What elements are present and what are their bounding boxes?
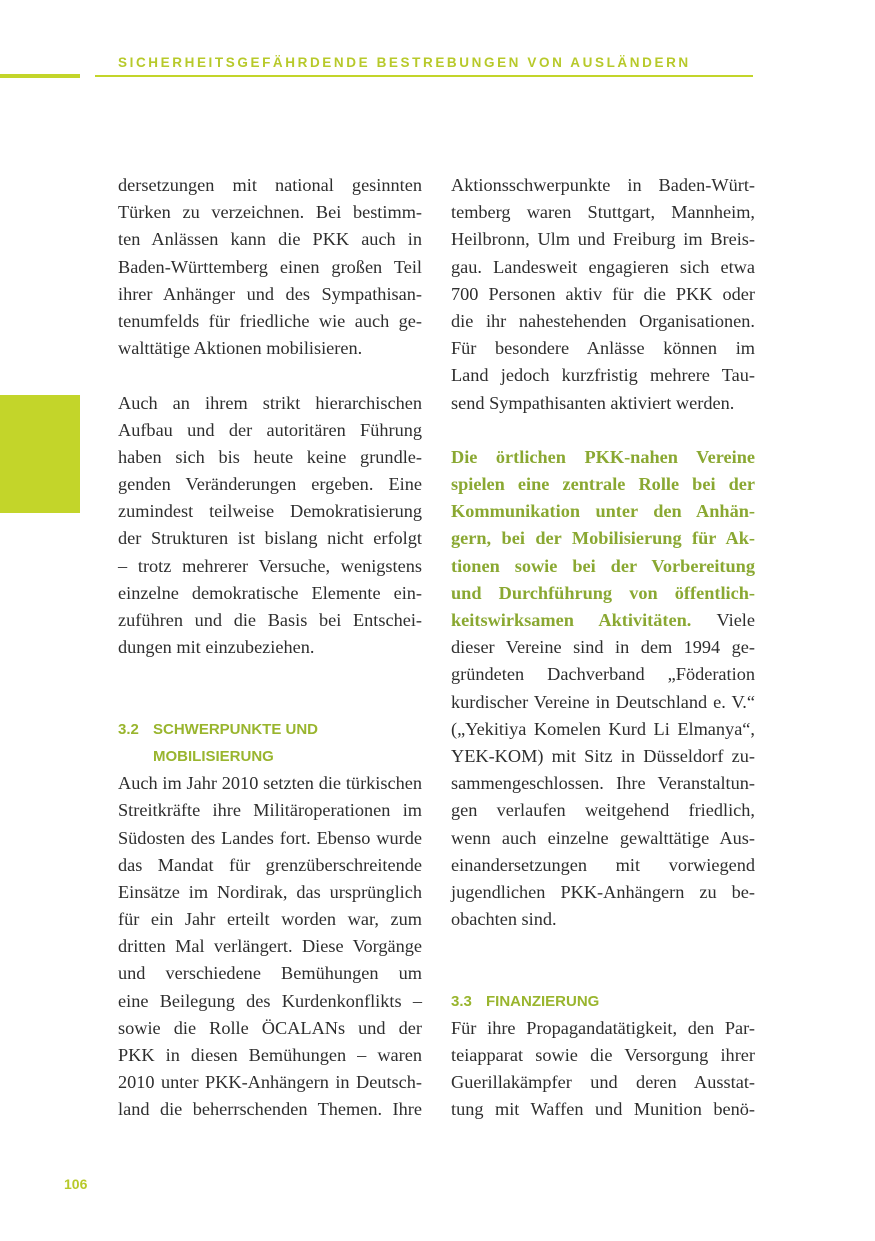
text-line: sammengeschlossen. Ihre Veranstaltun- xyxy=(451,773,755,794)
text-line: – trotz mehrerer Versuche, wenigstens xyxy=(118,555,422,576)
text-line: walttätige Aktionen mobilisieren. xyxy=(118,338,363,359)
text-line: haben sich bis heute keine grundle- xyxy=(118,446,422,467)
page-number: 106 xyxy=(64,1176,88,1192)
paragraph xyxy=(451,634,755,933)
header-accent-bar xyxy=(0,74,80,78)
text-line: 700 Personen aktiv für die PKK oder xyxy=(451,283,755,304)
text-line: dersetzungen mit national gesinnten xyxy=(118,175,422,195)
text-line: kurdischer Vereine in Deutschland e. V.“ xyxy=(451,691,755,712)
section-title: SCHWERPUNKTE UND xyxy=(153,720,318,738)
paragraph xyxy=(451,1015,755,1124)
paragraph xyxy=(118,390,422,662)
text-line: ihrer Anhänger und des Sympathisan- xyxy=(118,283,422,304)
paragraph xyxy=(118,172,422,362)
text-line: YEK-KOM) mit Sitz in Düsseldorf zu- xyxy=(451,745,755,766)
section-heading-3-3 xyxy=(451,988,755,1015)
text-line: Land jedoch kurzfristig mehrere Tau- xyxy=(451,365,755,386)
text-line: obachten sind. xyxy=(451,909,557,930)
text-line: Für besondere Anlässe können im xyxy=(451,338,755,359)
text-line: genden Veränderungen ergeben. Eine xyxy=(118,474,422,495)
text-line: Einsätze im Nordirak, das ursprünglich xyxy=(118,881,422,902)
text-line: Aufbau und der autoritären Führung xyxy=(118,419,422,440)
text-line: gau. Landesweit engagieren sich etwa xyxy=(451,256,755,277)
section-title: FINANZIERUNG xyxy=(486,992,600,1010)
text-line: ten Anlässen kann die PKK auch in xyxy=(118,229,422,250)
paragraph xyxy=(451,172,755,417)
text-line: send Sympathisanten aktiviert werden. xyxy=(451,392,735,413)
text-line: der Strukturen ist bislang nicht erfolgt xyxy=(118,528,422,549)
text-line: einandersetzungen mit vorwiegend xyxy=(451,854,755,875)
text-line: temberg waren Stuttgart, Mannheim, xyxy=(451,202,755,223)
text-line: Auch an ihrem strikt hierarchischen xyxy=(118,392,422,413)
text-line: Kommunikation unter den Anhän- xyxy=(451,501,755,522)
text-line: Aktionsschwerpunkte in Baden-Würt- xyxy=(451,175,755,195)
section-number: 3.3 xyxy=(451,992,472,1010)
text-line: Baden-Württemberg einen großen Teil xyxy=(118,256,422,277)
text-line: tionen sowie bei der Vorbereitung xyxy=(451,555,755,576)
text-line: das Mandat für grenzüberschreitende xyxy=(118,854,422,875)
text-line: eine Beilegung des Kurdenkonflikts – xyxy=(118,990,422,1011)
highlight-paragraph xyxy=(451,444,755,634)
text-line: gen verlaufen weitgehend friedlich, xyxy=(451,800,755,821)
text-line: gründeten Dachverband „Föderation xyxy=(451,664,755,685)
text-line: und verschiedene Bemühungen um xyxy=(118,963,422,984)
text-line: Südosten des Landes fort. Ebenso wurde xyxy=(118,827,422,848)
side-marker-block xyxy=(0,395,80,513)
text-line: 2010 unter PKK-Anhängern in Deutsch- xyxy=(118,1072,422,1093)
text-line: Guerillakämpfer und deren Ausstat- xyxy=(451,1072,755,1093)
text-line: Auch im Jahr 2010 setzten die türkischen xyxy=(118,773,422,794)
text-line: Die örtlichen PKK-nahen Vereine xyxy=(451,446,755,467)
text-line: Für ihre Propagandatätigkeit, den Par- xyxy=(451,1017,755,1038)
section-heading-3-2 xyxy=(118,716,422,743)
text-line: land die beherrschenden Themen. Ihre xyxy=(118,1099,422,1120)
text-line: dungen mit einzubeziehen. xyxy=(118,637,315,658)
text-line: tenumfelds für friedliche wie auch ge- xyxy=(118,310,422,331)
text-line: zumindest teilweise Demokratisierung xyxy=(118,501,422,522)
text-line: einzelne demokratische Elemente ein- xyxy=(118,582,422,603)
text-line: Türken zu verzeichnen. Bei bestimm- xyxy=(118,202,422,223)
right-column xyxy=(451,172,755,1124)
text-line: keitswirksamen Aktivitäten. Viele xyxy=(451,610,756,630)
text-line: und Durchführung von öffentlich- xyxy=(451,582,755,603)
text-line: tung mit Waffen und Munition benö- xyxy=(451,1099,755,1120)
text-line: spielen eine zentrale Rolle bei der xyxy=(451,474,755,495)
text-line: zuführen und die Basis bei Entschei- xyxy=(118,610,422,630)
text-line: die ihr nahestehenden Organisationen. xyxy=(451,310,755,331)
text-line: jugendlichen PKK-Anhängern zu be- xyxy=(451,881,755,902)
text-line: gern, bei der Mobilisierung für Ak- xyxy=(451,528,755,549)
section-heading-3-2-line2 xyxy=(118,743,422,770)
text-line: wenn auch einzelne gewalttätige Aus- xyxy=(451,827,755,848)
text-line: Streitkräfte ihre Militäroperationen im xyxy=(118,800,422,821)
running-header: SICHERHEITSGEFÄHRDENDE BESTREBUNGEN VON AUSLÄNDERN xyxy=(118,55,691,70)
text-line: teiapparat sowie die Versorgung ihrer xyxy=(451,1045,755,1066)
left-column xyxy=(118,172,422,1124)
text-line: für ein Jahr erteilt worden war, zum xyxy=(118,909,422,930)
text-line: PKK in diesen Bemühungen – waren xyxy=(118,1045,422,1066)
text-line: dritten Mal verlängert. Diese Vorgänge xyxy=(118,936,422,957)
highlight-text xyxy=(451,444,755,607)
header-rule xyxy=(95,75,753,77)
text-line: Heilbronn, Ulm und Freiburg im Breis- xyxy=(451,229,755,250)
text-line: sowie die Rolle ÖCALANs und der xyxy=(118,1017,422,1038)
paragraph xyxy=(118,770,422,1123)
text-line: („Yekitiya Komelen Kurd Li Elmanya“, xyxy=(451,718,755,739)
text-line: dieser Vereine sind in dem 1994 ge- xyxy=(451,637,755,658)
section-title: MOBILISIERUNG xyxy=(153,747,274,765)
section-number: 3.2 xyxy=(118,720,139,738)
